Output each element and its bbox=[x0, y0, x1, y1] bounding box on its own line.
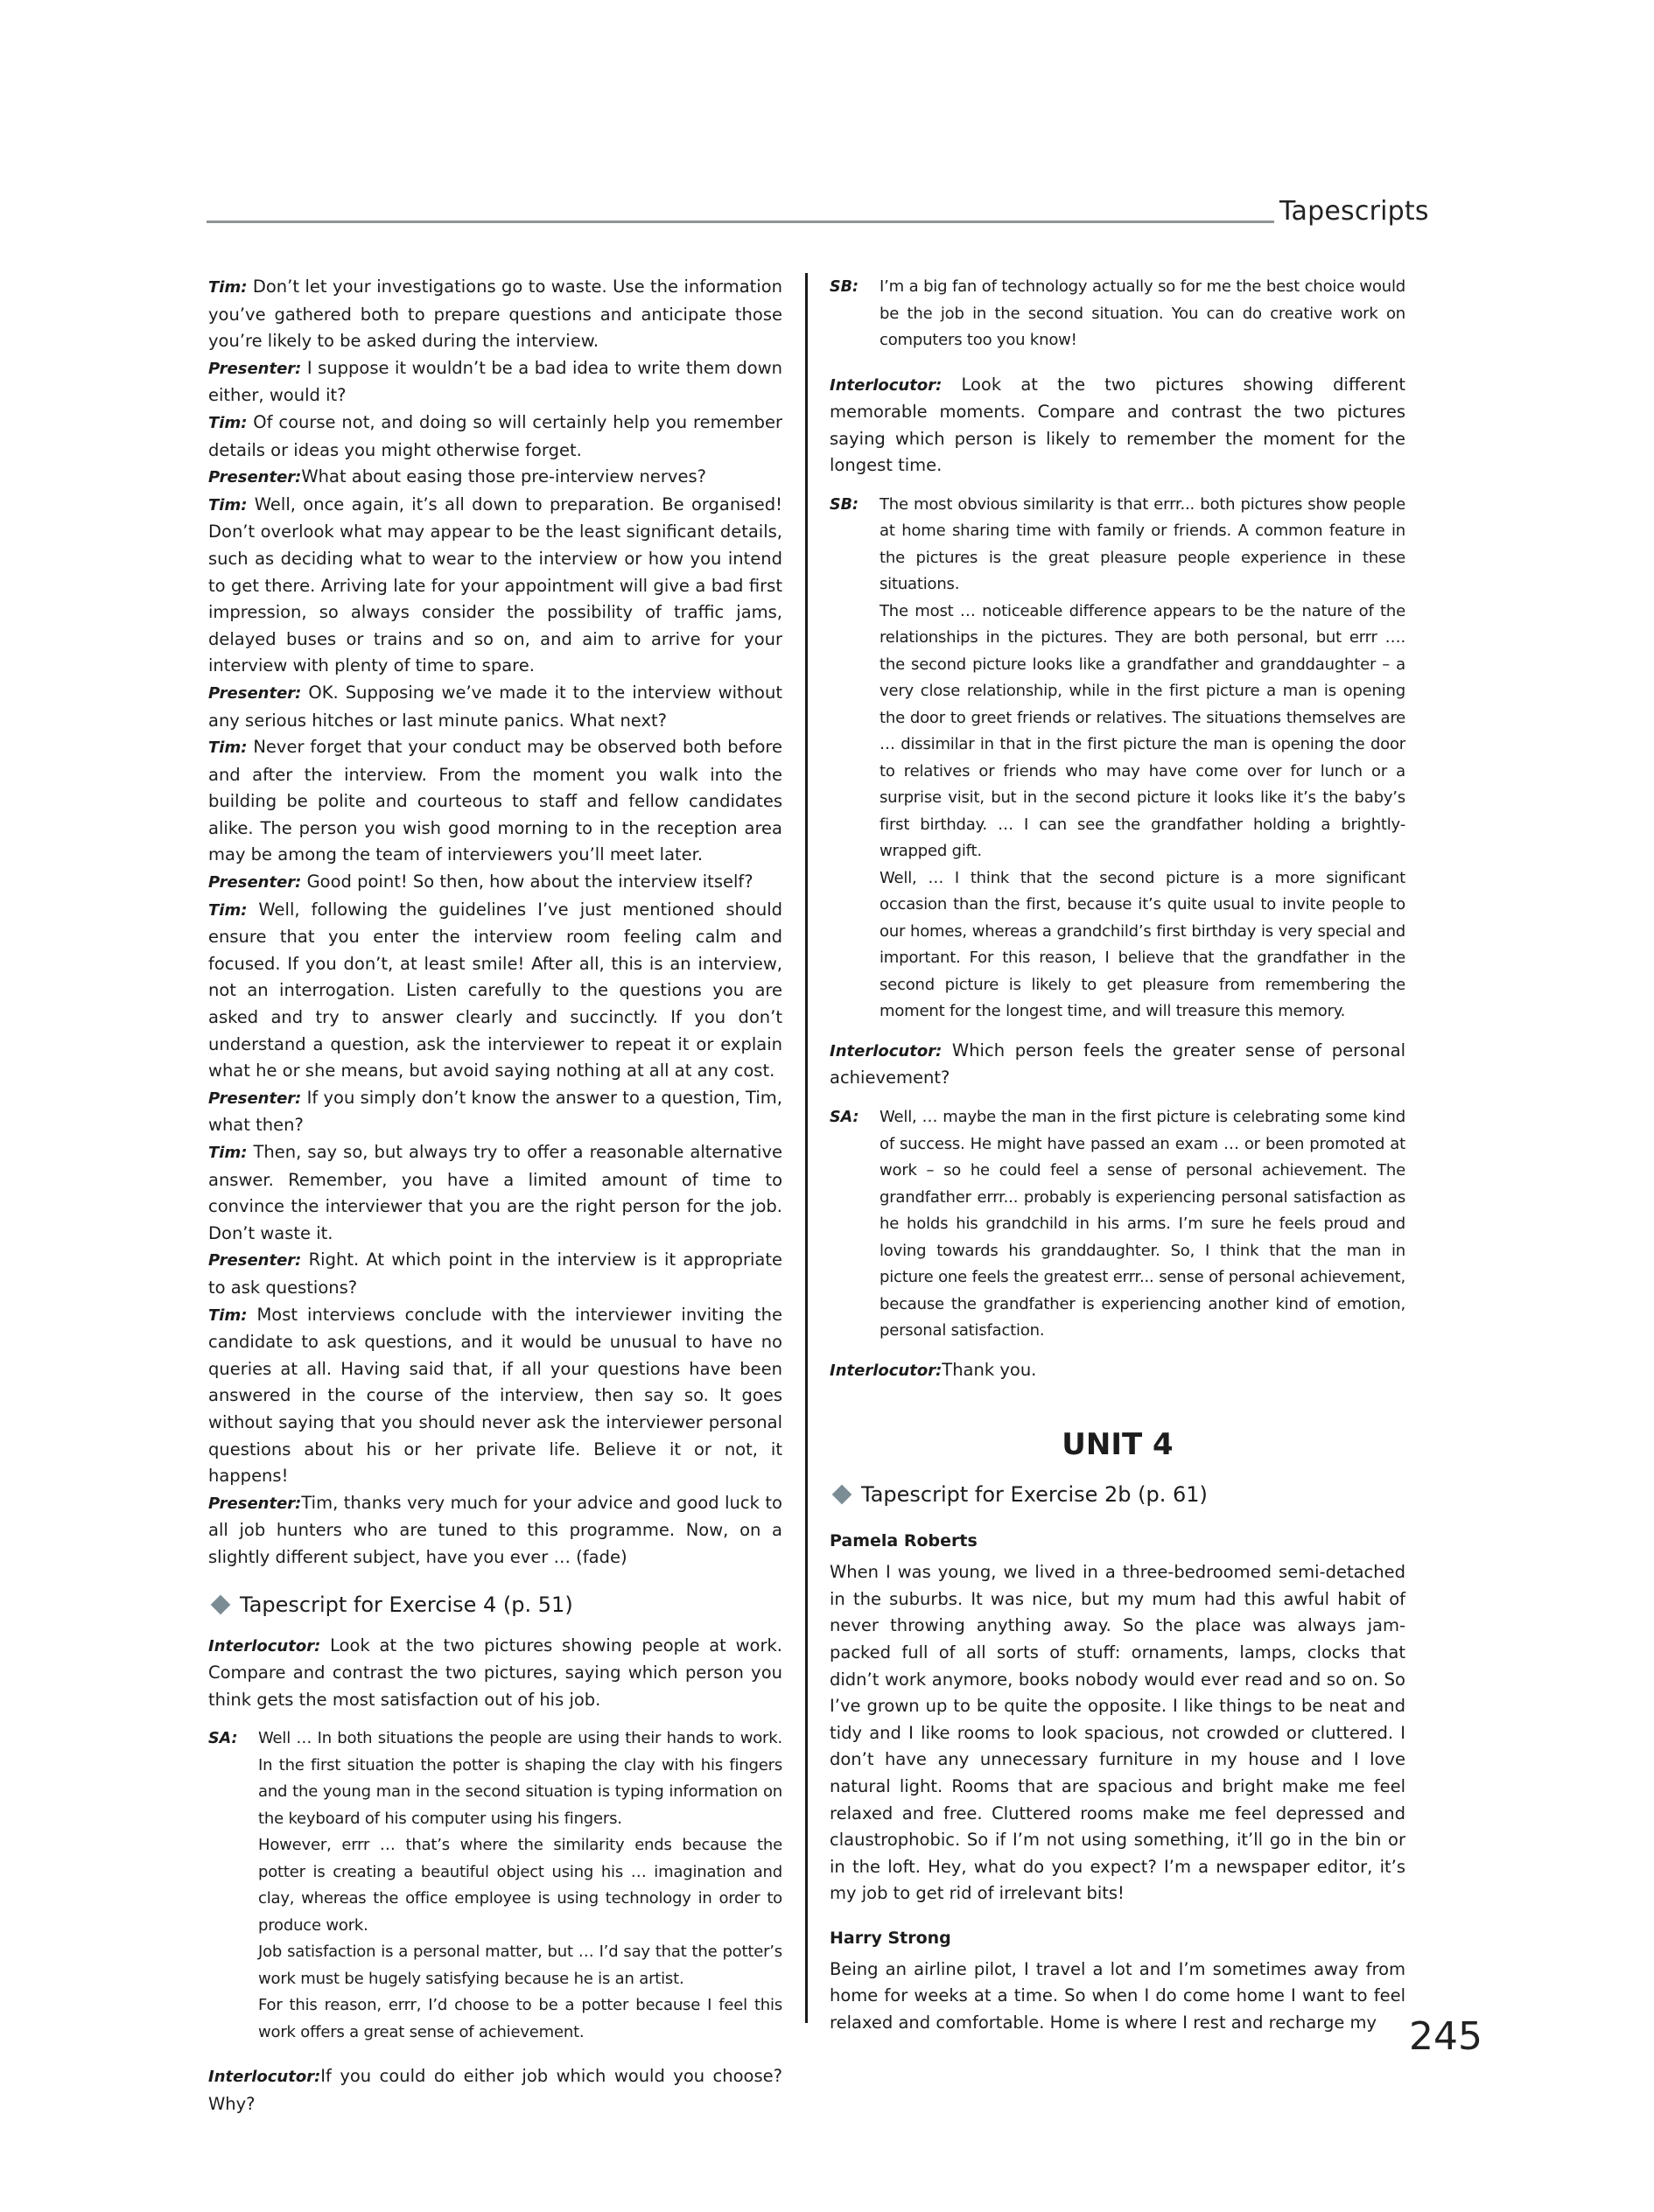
speaker-name: Pamela Roberts bbox=[830, 1531, 978, 1551]
speaker-label: Presenter: bbox=[208, 873, 302, 892]
dialogue-line bbox=[208, 1085, 782, 1139]
answer-paragraph: Job satisfaction is a personal matter, but … I’d say that the potter’s work must be hugely satisfying because he is an artist. bbox=[258, 1942, 782, 1988]
header-rule bbox=[207, 220, 1274, 223]
dialogue-text: Most interviews conclude with the interviewer inviting the candidate to ask questions, and it would be unusual to have no queries at all. Having said that, if all your questions have been answered in the course of the interview, then say so. It goes without saying that you should never ask the interviewer personal questions about his or her private life. Believe it or not, it happens! bbox=[208, 1304, 782, 1487]
running-header: Tapescripts bbox=[1279, 196, 1429, 227]
dialogue-text: If you could do either job which would you choose? Why? bbox=[208, 2066, 782, 2114]
dialogue-text: Never forget that your conduct may be observed both before and after the interview. From the moment you walk into the building be polite and courteous to staff and fellow candidates alike. The person you wish good morning to in the reception area may be among the team of interviewers you’ll meet later. bbox=[208, 737, 782, 865]
dialogue-text: Don’t let your investigations go to waste. Use the information you’ve gathered both to prepare questions and anticipate those you’re likely to be asked during the interview. bbox=[208, 276, 783, 352]
dialogue-text: If you simply don’t know the answer to a question, Tim, what then? bbox=[208, 1087, 782, 1136]
exercise-heading-text: Tapescript for Exercise 2b (p. 61) bbox=[861, 1482, 1208, 1508]
dialogue-line bbox=[208, 355, 782, 410]
answer-paragraph: The most … noticeable difference appears to be the nature of the relationships in the pictures. They are both personal, but errr …. the second picture looks like a grandfather and granddaughter – a very close relationship, while in the first picture a man is opening the door to greet friends or relatives. The situations themselves are … dissimilar in that in the first picture the man is opening the door to relatives or friends who may have come over for lunch or a surprise visit, but in the second picture it looks like it’s the baby’s first birthday. … I can see the grandfather holding a brightly-wrapped gift. bbox=[880, 601, 1405, 861]
speaker-label: Interlocutor: bbox=[208, 2068, 321, 2087]
speaker-label: Presenter: bbox=[208, 1251, 302, 1270]
exercise-heading bbox=[208, 1589, 782, 1620]
dialogue-line bbox=[208, 1302, 782, 1490]
speaker-label: Interlocutor: bbox=[208, 1636, 321, 1656]
answer-paragraph: The most obvious similarity is that errr... both pictures show people at home sharing time with family or friends. A common feature in the pictures is the great pleasure people experience in these situations. bbox=[880, 494, 1405, 594]
dialogue-text: Then, say so, but always try to offer a reasonable alternative answer. Remember, you have a limited amount of time to convince the interviewer that you are the right person for the job. Don’t waste it. bbox=[208, 1142, 782, 1243]
exercise-heading-text: Tapescript for Exercise 4 (p. 51) bbox=[240, 1592, 573, 1617]
diamond-bullet-icon bbox=[211, 1594, 231, 1614]
answer-block bbox=[830, 1104, 1405, 1345]
speaker-label: Tim: bbox=[208, 278, 248, 297]
diamond-bullet-icon bbox=[832, 1485, 852, 1505]
speaker-label: Interlocutor: bbox=[830, 1041, 943, 1060]
unit-heading: UNIT 4 bbox=[1062, 1427, 1174, 1463]
dialogue-line bbox=[208, 1247, 782, 1301]
answer-label: SA: bbox=[830, 1109, 859, 1127]
interlocutor-line bbox=[830, 1038, 1405, 1092]
speaker-label: Tim: bbox=[208, 900, 248, 920]
speaker-name: Harry Strong bbox=[830, 1928, 951, 1948]
dialogue-text: Thank you. bbox=[942, 1359, 1037, 1380]
answer-paragraph: Well, … I think that the second picture is a more significant occasion than the first, because it’s quite usual to invite people to our homes, whereas a grandchild’s first birthday is very special and important. For this reason, I believe that the grandfather in the second picture is likely to get pleasure from remembering the moment for the longest time, and will treasure this memory. bbox=[880, 868, 1405, 1021]
answer-paragraph: Well … In both situations the people are using their hands to work. In the first situation the potter is shaping the clay with his fingers and the young man in the second situation is typing information on the keyboard of his computer using his fingers. bbox=[258, 1729, 782, 1828]
dialogue-text: Good point! So then, how about the interview itself? bbox=[306, 872, 753, 892]
interlocutor-line bbox=[208, 2063, 782, 2118]
dialogue-text: OK. Supposing we’ve made it to the interview without any serious hitches or last minute panics. What next? bbox=[208, 682, 782, 731]
interlocutor-line bbox=[830, 1357, 1405, 1385]
speaker-label: Presenter: bbox=[208, 359, 302, 378]
dialogue-line bbox=[208, 734, 782, 869]
answer-block bbox=[830, 274, 1405, 354]
speaker-label: Tim: bbox=[208, 413, 248, 432]
dialogue-line bbox=[208, 680, 782, 734]
dialogue-text: What about easing those pre-interview nerves? bbox=[301, 466, 706, 487]
answer-label: SB: bbox=[830, 278, 859, 296]
interlocutor-line bbox=[208, 1633, 782, 1714]
dialogue-line bbox=[208, 410, 782, 464]
dialogue-line bbox=[208, 464, 782, 492]
exercise-heading bbox=[830, 1479, 1405, 1510]
speaker-label: Tim: bbox=[208, 495, 248, 514]
dialogue-line bbox=[208, 492, 782, 680]
speaker-label: Interlocutor: bbox=[830, 375, 943, 395]
answer-paragraph: However, errr … that’s where the similarity ends because the potter is creating a beautiful object using his … imagination and clay, whereas the office employee is using technology in order to produce work. bbox=[258, 1836, 782, 1935]
dialogue-line bbox=[208, 897, 782, 1085]
answer-body bbox=[880, 492, 1405, 1026]
answer-label: SB: bbox=[830, 495, 859, 514]
interlocutor-line bbox=[830, 372, 1405, 480]
dialogue-text: Right. At which point in the interview is it appropriate to ask questions? bbox=[208, 1250, 783, 1298]
speaker-label: Tim: bbox=[208, 1306, 248, 1325]
answer-paragraph: Well, … maybe the man in the first picture is celebrating some kind of success. He might have passed an exam … or been promoted at work – so he could feel a sense of personal achievement. The grandfather errr... probably is experiencing personal satisfaction as he holds his grandchild in his arms. I’m sure he feels proud and loving towards his granddaughter. So, I think that the man in picture one feels the greatest errr... sense of personal achievement, because the grandfather is experiencing another kind of emotion, personal satisfaction. bbox=[880, 1108, 1405, 1340]
speaker-label: Presenter: bbox=[208, 683, 302, 703]
dialogue-text: Well, once again, it’s all down to preparation. Be organised! Don’t overlook what may appear to be the least significant details, such as deciding what to wear to the interview or how you intend to get there. Arriving late for your appointment will give a bad first impression, so always consider the possibility of traffic jams, delayed buses or trains and so on, and aim to arrive for your interview with plenty of time to spare. bbox=[208, 494, 783, 676]
monologue: When I was young, we lived in a three-bedroomed semi-detached in the suburbs. It was nice, but my mum had this awful habit of never throwing anything away. So the place was always jam-packed full of all sorts of stuff: ornaments, lamps, clocks that didn’t work anymore, books nobody would ever read and so on. So I’ve grown up to be quite the opposite. I like things to be neat and tidy and I like rooms to look spacious, not crowded or cluttered. I don’t have any unnecessary furniture in my house and I love natural light. Rooms that are spacious and bright make me feel relaxed and free. Cluttered rooms make me feel depressed and claustrophobic. So if I’m not using something, it’ll go in the bin or in the loft. Hey, what do you expect? I’m a newspaper editor, it’s my job to get rid of irrelevant bits! bbox=[830, 1562, 1405, 1904]
dialogue-line bbox=[208, 274, 782, 355]
speaker-label: Interlocutor: bbox=[830, 1361, 943, 1380]
column-divider bbox=[805, 273, 808, 2023]
dialogue-line bbox=[208, 1139, 782, 1247]
speaker-label: Presenter: bbox=[208, 468, 302, 487]
dialogue-text: Look at the two pictures showing different memorable moments. Compare and contrast the two pictures saying which person is likely to remember the moment for the longest time. bbox=[830, 374, 1405, 476]
dialogue-text: Of course not, and doing so will certainly help you remember details or ideas you might otherwise forget. bbox=[208, 411, 782, 460]
dialogue-text: Look at the two pictures showing people at work. Compare and contrast the two pictures, saying which person you think gets the most satisfaction out of his job. bbox=[208, 1634, 782, 1710]
dialogue-text: Tim, thanks very much for your advice and good luck to all job hunters who are tuned to this programme. Now, on a slightly different subject, have you ever … (fade) bbox=[208, 1492, 782, 1567]
monologue: Being an airline pilot, I travel a lot and I’m sometimes away from home for weeks at a time. So when I do come home I want to feel relaxed and comfortable. Home is where I rest and recharge my bbox=[830, 1958, 1405, 2034]
speaker-label: Tim: bbox=[208, 738, 248, 758]
left-column bbox=[208, 274, 782, 2118]
answer-block bbox=[830, 492, 1405, 1026]
answer-paragraph: I’m a big fan of technology actually so for me the best choice would be the job in the second situation. You can do creative work on computers too you know! bbox=[880, 277, 1405, 349]
speaker-label: Presenter: bbox=[208, 1088, 302, 1108]
answer-body bbox=[258, 1726, 782, 2046]
dialogue-line bbox=[208, 1490, 782, 1572]
dialogue-text: I suppose it wouldn’t be a bad idea to write them down either, would it? bbox=[208, 357, 782, 406]
answer-paragraph: For this reason, errr, I’d choose to be a potter because I feel this work offers a great sense of achievement. bbox=[258, 1996, 782, 2041]
dialogue-line bbox=[208, 869, 782, 897]
answer-body bbox=[880, 274, 1405, 354]
page-number: 245 bbox=[1409, 2014, 1482, 2059]
dialogue-text: Which person feels the greater sense of personal achievement? bbox=[830, 1040, 1405, 1088]
speaker-label: Presenter: bbox=[208, 1494, 302, 1513]
answer-block bbox=[208, 1726, 782, 2046]
answer-label: SA: bbox=[208, 1730, 238, 1748]
right-column bbox=[830, 274, 1405, 2037]
dialogue-text: Well, following the guidelines I’ve just mentioned should ensure that you enter the interview room feeling calm and focused. If you don’t, at least smile! After all, this is an interview, not an interrogation. Listen carefully to the questions you are asked and try to answer clearly and succinctly. If you don’t understand a question, ask the interviewer to repeat it or explain what he or she means, but avoid saying nothing at all at any cost. bbox=[208, 899, 782, 1082]
answer-body bbox=[880, 1104, 1405, 1345]
dialogue bbox=[208, 274, 782, 1572]
speaker-label: Tim: bbox=[208, 1144, 248, 1162]
